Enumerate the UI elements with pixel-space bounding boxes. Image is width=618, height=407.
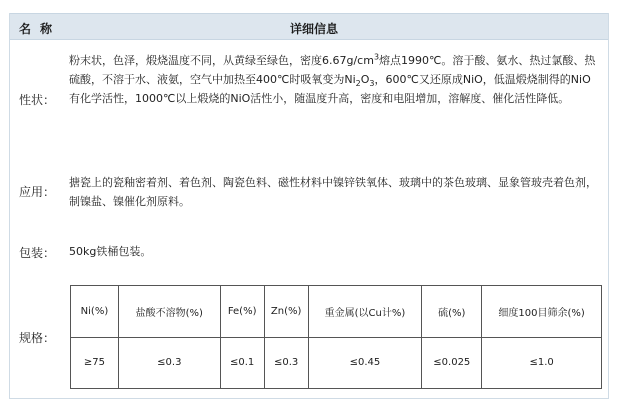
spec-header-cell: 细度100目筛余(%) xyxy=(482,286,602,338)
specs-table xyxy=(70,285,602,389)
spec-value-cell: ≤0.45 xyxy=(308,337,422,389)
application-label: 应用： xyxy=(19,185,56,199)
detail-header xyxy=(10,13,608,40)
spec-value-cell: ≥75 xyxy=(71,337,119,389)
spec-header-cell: Ni(%) xyxy=(71,286,119,338)
specs-label: 规格： xyxy=(19,331,56,345)
packaging-text: 50kg铁桶包装。 xyxy=(69,245,152,258)
properties-text-a: 粉末状，色泽，煅烧温度不同，从黄绿至绿色，密度6.67g/cm xyxy=(69,54,374,67)
properties-text-sup: 3 xyxy=(373,52,380,62)
spec-header-cell: 硫(%) xyxy=(422,286,482,338)
spec-header-cell: Zn(%) xyxy=(264,286,308,338)
properties-text-d: ，600℃又还原成NiO，低温煅烧制得的NiO有化学活性，1000℃以上煅烧的NiO活性小，随温度升高，密度和电阻增加，溶解度、催化活性降低。 xyxy=(69,73,591,105)
specs-header-row xyxy=(71,286,602,338)
spec-value-cell: ≤0.3 xyxy=(118,337,220,389)
properties-text-c: O xyxy=(360,73,370,86)
spec-value-cell: ≤0.3 xyxy=(264,337,308,389)
spec-value-cell: ≤1.0 xyxy=(482,337,602,389)
properties-text-sub2: 3 xyxy=(369,79,375,89)
spec-header-cell: 盐酸不溶物(%) xyxy=(118,286,220,338)
specs-value-row xyxy=(71,337,602,389)
spec-value-cell: ≤0.025 xyxy=(422,337,482,389)
header-name-label: 名称 xyxy=(19,22,62,36)
spec-header-cell: Fe(%) xyxy=(220,286,264,338)
properties-text-b: 熔点1990℃。溶于酸、氨水、热过氯酸、热硫酸，不溶于水、液氨，空气中加热至400℃时吸氧变为Ni xyxy=(69,54,596,86)
packaging-label: 包装： xyxy=(19,246,56,260)
application-text: 搪瓷上的瓷釉密着剂、着色剂、陶瓷色料、磁性材料中镍锌铁氧体、玻璃中的茶色玻璃、显象管玻壳着色剂，制镍盐、镍催化剂原料。 xyxy=(69,176,597,208)
properties-text xyxy=(69,51,601,108)
properties-text-sub1: 2 xyxy=(355,79,361,89)
properties-label: 性状： xyxy=(19,93,56,107)
header-detail-label: 详细信息 xyxy=(290,22,339,36)
spec-value-cell: ≤0.1 xyxy=(220,337,264,389)
spec-header-cell: 重金属(以Cu计%) xyxy=(308,286,422,338)
detail-panel xyxy=(9,13,609,399)
